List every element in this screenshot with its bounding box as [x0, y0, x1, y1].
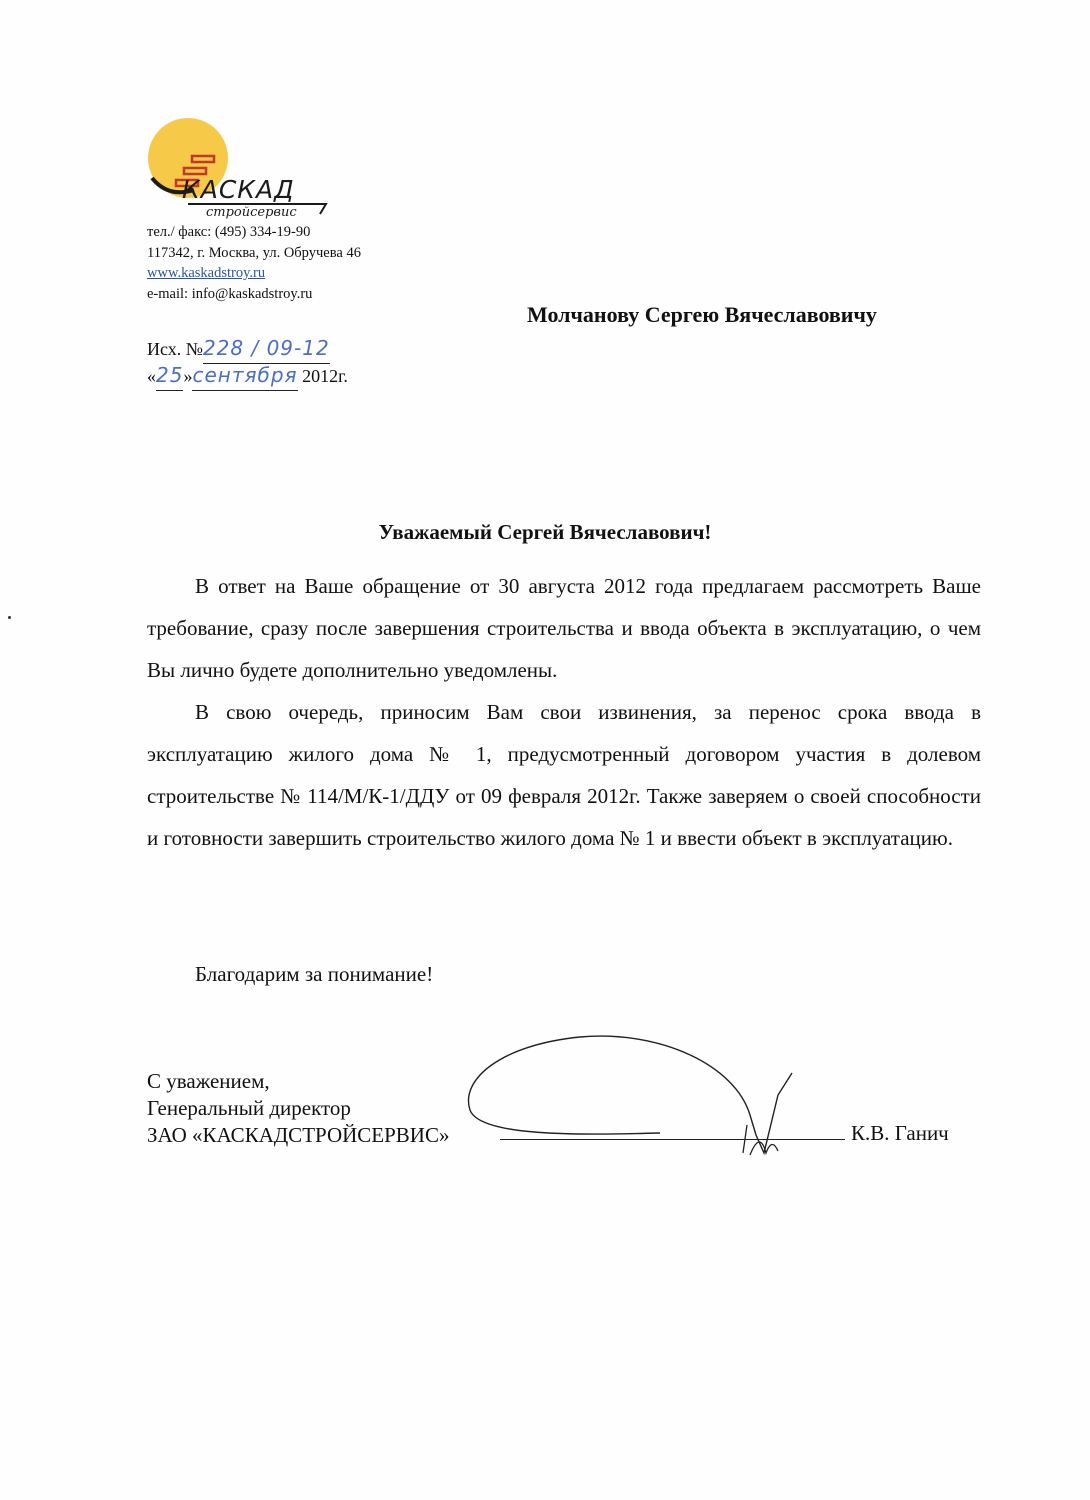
signer-name: К.В. Ганич — [851, 1121, 949, 1145]
reference-number-row — [147, 335, 348, 362]
closing-position: Генеральный директор — [147, 1096, 351, 1120]
closing-block — [147, 1068, 449, 1149]
outgoing-reference — [147, 335, 348, 389]
handwritten-signature — [460, 1025, 820, 1165]
closing-company: ЗАО «КАСКАДСТРОЙСЕРВИС» — [147, 1123, 450, 1147]
reference-number-field — [203, 335, 330, 364]
date-year: 2012г. — [302, 366, 348, 386]
reference-date-row — [147, 362, 348, 389]
letter-body — [147, 565, 981, 859]
company-email: e-mail: info@kaskadstroy.ru — [147, 285, 313, 302]
logo-subtext: стройсервис — [206, 205, 297, 220]
company-address: 117342, г. Москва, ул. Обручева 46 — [147, 244, 361, 261]
date-day-field — [156, 362, 183, 391]
reference-number-label: Исх. № — [147, 339, 203, 359]
company-website-link[interactable]: www.kaskadstroy.ru — [147, 265, 266, 281]
greeting: Уважаемый Сергей Вячеславович! — [378, 520, 712, 544]
addressee: Молчанову Сергею Вячеславовичу — [527, 302, 877, 327]
date-month-field — [192, 362, 297, 391]
scan-speck — [8, 616, 11, 619]
company-logo — [148, 116, 333, 221]
body-paragraph-2: В свою очередь, приносим Вам свои извинения, за перенос срока ввода в эксплуатацию жилого дома № 1, предусмотренный договором участия в долевом строительстве № 114/М/К-1/ДДУ от 09 февраля 2012г. Также заверяем о своей способности и готовности завершить строительство жилого дома № 1 и ввести объект в эксплуатацию. — [147, 700, 981, 850]
date-day-handwritten: 25 — [156, 363, 184, 387]
company-contacts — [147, 222, 361, 304]
logo-text: КАСКАД — [182, 175, 295, 204]
date-month-handwritten: сентября — [192, 363, 298, 387]
reference-number-handwritten: 228 / 09-12 — [202, 336, 330, 360]
closing-regards: С уважением, — [147, 1069, 270, 1093]
company-phone: тел./ факс: (495) 334-19-90 — [147, 224, 311, 240]
body-paragraph-1: В ответ на Ваше обращение от 30 августа 2012 года предлагаем рассмотреть Ваше требование, сразу после завершения строительства и ввода объекта в эксплуатацию, о чем Вы лично будете дополнительно уведомлены. — [147, 574, 981, 682]
date-open-quote: « — [147, 366, 156, 386]
thanks-line: Благодарим за понимание! — [195, 962, 434, 986]
date-close-quote: » — [183, 366, 193, 386]
